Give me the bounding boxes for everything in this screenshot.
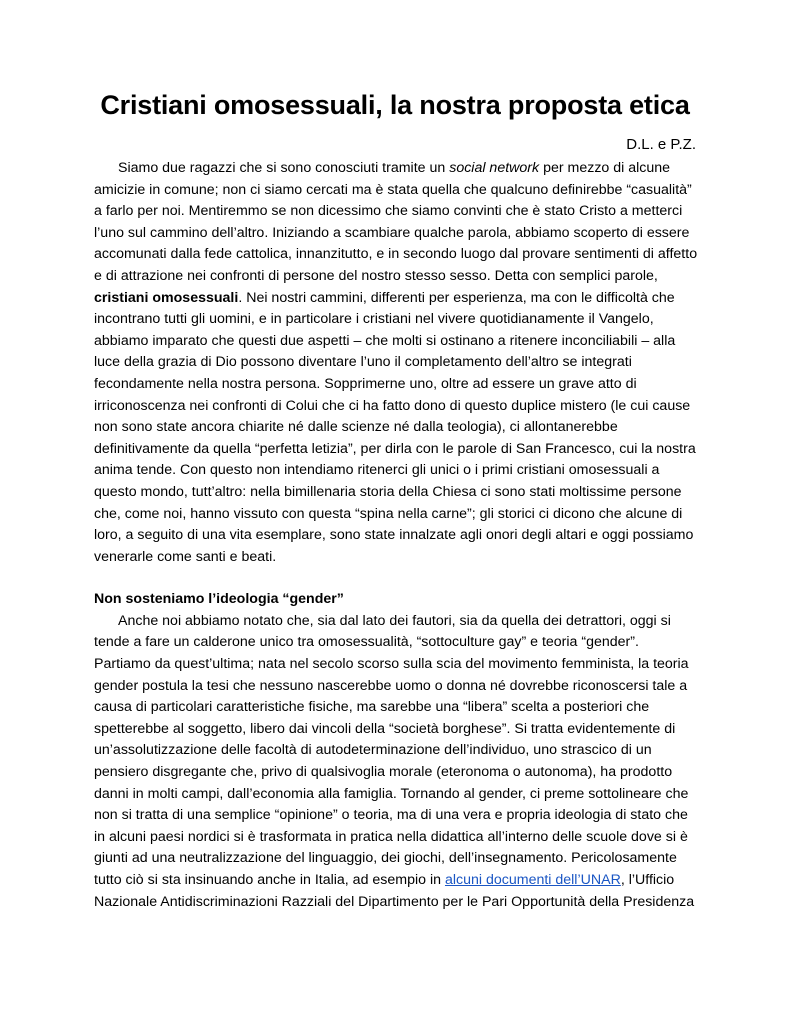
paragraph-text: , l’Ufficio Nazionale Antidiscriminazioni Razziali del Dipartimento per le Pari Opportunità della Presidenza bbox=[94, 872, 695, 910]
paragraph-text: Anche noi abbiamo notato che, sia dal lato dei fautori, sia da quella dei detrattori, oggi si tende a fare un calderone unico tra omosessualità, “sottoculture gay” e teoria “gender”. Partiamo da quest’ultima; nata nel secolo scorso sulla scia del movimento femminista, la teoria gender postula la tesi che nessuno nascerebbe uomo o donna né dovrebbe riconoscersi tale a causa di particolari caratteristiche fisiche, ma sarebbe una “libera” scelta a posteriori che spetterebbe al soggetto, libero dai vincoli della “società borghese”. Si tratta evidentemente di un’assolutizzazione delle facoltà di autodeterminazione dell’individuo, uno strascico di un pensiero disgregante che, privo di qualsivoglia morale (eteronoma o autonoma), ha prodotto danni in molti campi, dall’economia alla famiglia. Tornando al gender, ci preme sottolineare che non si tratta di una semplice “opinione” o teoria, ma di una vera e propria ideologia di stato che in alcuni paesi nordici si è trasformata in pratica nella didattica all’interno delle scuole dove si è giunti ad una neutralizzazione del linguaggio, dei giochi, dell’insegnamento. Pericolosamente tutto ciò si sta insinuando anche in Italia, ad esempio in bbox=[94, 612, 689, 888]
unar-documents-link[interactable]: alcuni documenti dell’UNAR bbox=[444, 872, 621, 888]
section-heading: Non sosteniamo l’ideologia “gender” bbox=[94, 591, 344, 608]
italic-text: social network bbox=[449, 160, 540, 176]
paragraph-text: . Nei nostri cammini, differenti per esperienza, ma con le difficoltà che incontrano tutti gli uomini, e in particolare i cristiani nel vivere quotidianamente il Vangelo, abbiamo imparato che questi due aspetti – che molti si ostinano a ritenere inconciliabili – alla luce della grazia di Dio possono diventare l’uno il completamento dell’altro se integrati fecondamente nella nostra persona. Sopprimerne uno, oltre ad essere un grave atto di irriconoscenza nei confronti di Colui che ci ha fatto dono di questo duplice mistero (le cui cause non sono state ancora chiarite né dalle scienze né dalla teologia), ci allontanerebbe definitivamente da quella “perfetta letizia”, per dirla con le parole di San Francesco, cui la nostra anima tende. Con questo non intendiamo ritenerci gli unici o i primi cristiani omosessuali a questo mondo, tutt’altro: nella bimillenaria storia della Chiesa ci sono stati moltissime persone che, come noi, hanno vissuto con questa “spina nella carne”; gli storici ci dicono che alcune di loro, a seguito di una vita esemplare, sono state innalzate agli onori degli altari e oggi possiamo venerarle come santi e beati. bbox=[94, 289, 696, 565]
bold-text: cristiani omosessuali bbox=[94, 289, 239, 306]
document-title: Cristiani omosessuali, la nostra proposta etica bbox=[100, 90, 690, 120]
paragraph-intro bbox=[94, 158, 698, 568]
paragraph-gender bbox=[94, 611, 698, 913]
paragraph-text: Siamo due ragazzi che si sono conosciuti tramite un bbox=[118, 160, 450, 176]
paragraph-text: per mezzo di alcune amicizie in comune; non ci siamo cercati ma è stata quella che qualcuno definirebbe “casualità” a farlo per noi. Mentiremmo se non dicessimo che siamo convinti che è stato Cristo a metterci l’uno sul cammino dell’altro. Iniziando a scambiare qualche parola, abbiamo scoperto di essere accomunati dalla fede cattolica, innanzitutto, e in secondo luogo dal provare sentimenti di affetto e di attrazione nei confronti di persone del nostro stesso sesso. Detta con semplici parole, bbox=[94, 160, 698, 284]
document-authors: D.L. e P.Z. bbox=[626, 136, 696, 153]
document-body bbox=[94, 158, 698, 913]
